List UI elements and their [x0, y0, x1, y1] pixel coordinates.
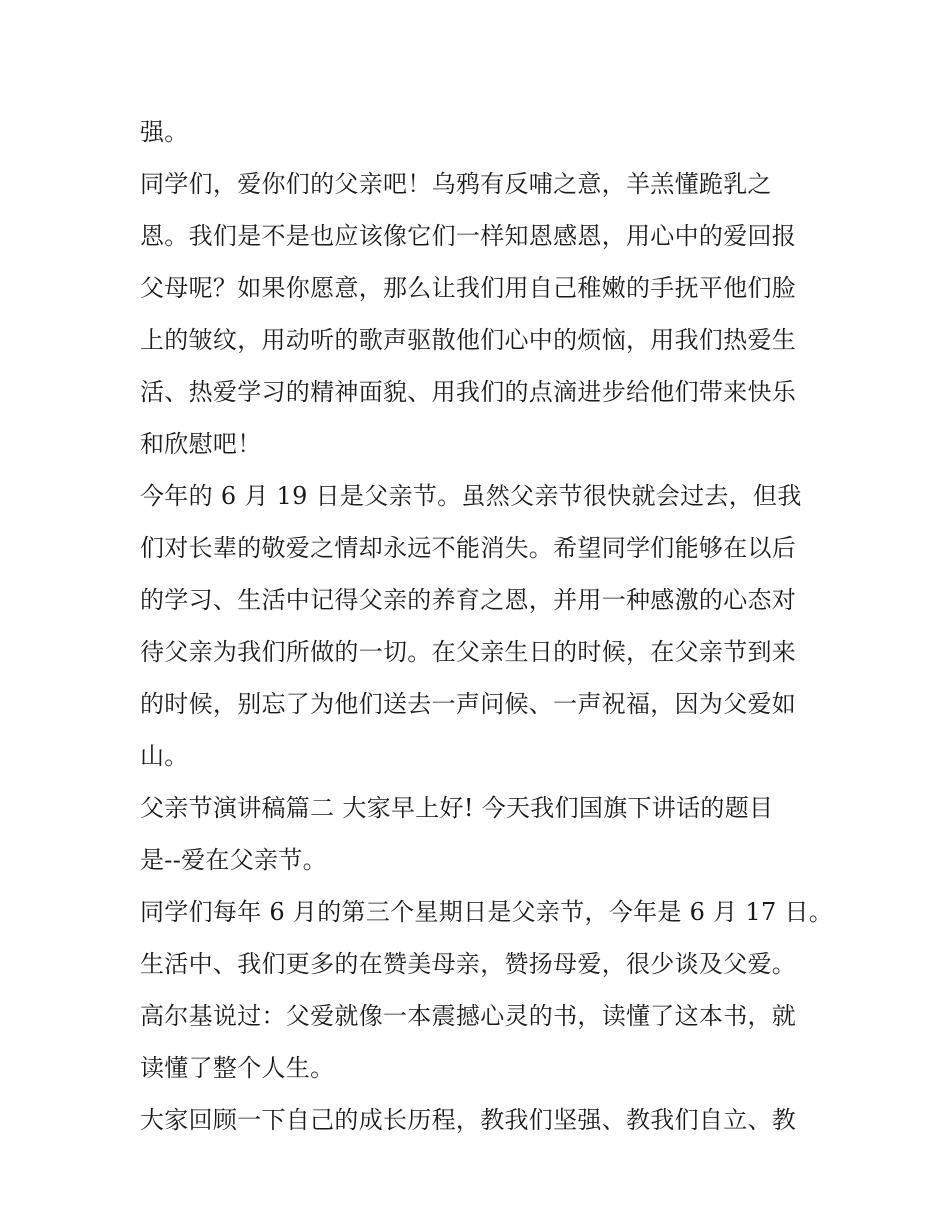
document-body — [140, 106, 834, 1146]
text-line: 父亲节演讲稿篇二 大家早上好! 今天我们国旗下讲话的题目 — [140, 794, 774, 822]
text-line: 高尔基说过：父爱就像一本震撼心灵的书，读懂了这本书，就 — [140, 1002, 797, 1030]
text-line: 是--爱在父亲节。 — [140, 846, 327, 874]
text-line: 大家回顾一下自己的成长历程，教我们坚强、教我们自立、教 — [140, 1106, 797, 1134]
text-line: 今年的 6 月 19 日是父亲节。虽然父亲节很快就会过去，但我 — [140, 482, 802, 510]
text-line: 活、热爱学习的精神面貌、用我们的点滴进步给他们带来快乐 — [140, 378, 797, 406]
text-line: 父母呢？如果你愿意，那么让我们用自己稚嫩的手抚平他们脸 — [140, 274, 797, 302]
text-line: 恩。我们是不是也应该像它们一样知恩感恩，用心中的爱回报 — [140, 222, 797, 250]
text-line: 上的皱纹，用动听的歌声驱散他们心中的烦恼，用我们热爱生 — [140, 326, 797, 354]
text-line: 同学们，爱你们的父亲吧！乌鸦有反哺之意，羊羔懂跪乳之 — [140, 170, 772, 198]
text-line: 读懂了整个人生。 — [140, 1054, 335, 1082]
text-line: 同学们每年 6 月的第三个星期日是父亲节，今年是 6 月 17 日。 — [140, 898, 834, 926]
text-line: 强。 — [140, 118, 189, 146]
text-line: 山。 — [140, 742, 189, 770]
text-line: 们对长辈的敬爱之情却永远不能消失。希望同学们能够在以后 — [140, 534, 797, 562]
text-line: 的学习、生活中记得父亲的养育之恩，并用一种感激的心态对 — [140, 586, 797, 614]
text-line: 生活中、我们更多的在赞美母亲，赞扬母爱，很少谈及父爱。 — [140, 950, 797, 978]
text-line: 的时候，别忘了为他们送去一声问候、一声祝福，因为父爱如 — [140, 690, 797, 718]
text-line: 待父亲为我们所做的一切。在父亲生日的时候，在父亲节到来 — [140, 638, 797, 666]
text-line: 和欣慰吧！ — [140, 430, 262, 458]
